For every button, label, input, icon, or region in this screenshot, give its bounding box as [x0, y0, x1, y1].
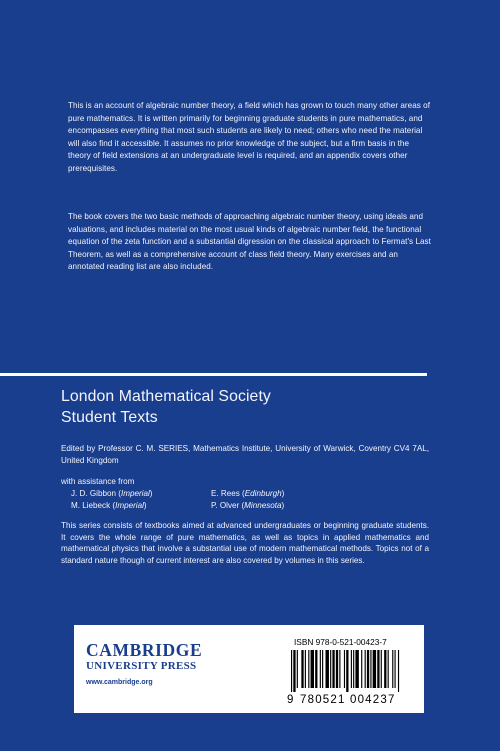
barcode-bar	[308, 650, 309, 688]
barcode-bar	[339, 650, 340, 688]
series-title-line-1: London Mathematical Society	[61, 388, 271, 405]
series-description: This series consists of textbooks aimed at advanced undergraduates or beginning graduate students. It covers the whole range of pure mathematics, as well as topics in applied mathematics and mathematical physics that involve a substantial use of modern mathematical methods. Topics not of a standard nature though of current interest are also covered by volumes in this series.	[61, 521, 429, 565]
barcode-bar	[305, 650, 306, 688]
isbn-label: ISBN 978-0-521-00423-7	[294, 637, 387, 647]
barcode-bar	[351, 650, 352, 688]
barcode-icon	[287, 650, 419, 692]
assistants-list	[61, 488, 361, 511]
publisher-footer	[74, 625, 424, 713]
barcode-bar	[365, 650, 366, 688]
barcode-bar	[398, 650, 399, 692]
barcode-bar	[311, 650, 314, 688]
publisher-url: www.cambridge.org	[86, 679, 153, 686]
barcode-bar	[344, 650, 345, 688]
barcode-digits: 780521 004237	[300, 694, 396, 706]
barcode-bar	[301, 650, 303, 688]
barcode-bar	[353, 650, 354, 688]
divider-rule	[0, 373, 427, 376]
barcode-bar	[392, 650, 393, 688]
barcode-bar	[381, 650, 382, 688]
barcode-bar	[320, 650, 321, 688]
barcode-bar	[297, 650, 298, 688]
barcode-first-digit: 9	[287, 694, 294, 706]
series-title	[61, 386, 271, 428]
series-title-line-2: Student Texts	[61, 409, 158, 426]
barcode-bar	[326, 650, 329, 688]
barcode-bar	[293, 650, 295, 692]
blurb-paragraph-1: This is an account of algebraic number theory, a field which has grown to touch many other areas of pure mathematics. It is written primarily for beginning graduate students in pure mathematics, and encompasses everything that most such students are likely to need; others who need the material will also find it accessible. It assumes no prior knowledge of the subject, but a firm basis in the theory of field extensions at an undergraduate level is required, and an appendix covers other prerequisites.	[68, 101, 431, 173]
blurb-paragraph-2: The book covers the two basic methods of approaching algebraic number theory, using ideals and valuations, and includes material on the most usual kinds of algebraic number field, the functional equation of the zeta function and a substantial digression on the classical approach to Fermat's Last Theorem, as well as a comprehensive account of class field theory. Many exercises and an annotated reading list are also included.	[68, 212, 431, 272]
barcode-bar	[377, 650, 379, 688]
assistant: E. Rees (Edinburgh)	[211, 489, 285, 498]
barcode-bar	[367, 650, 369, 688]
barcode-bar	[330, 650, 331, 688]
barcode-bar	[315, 650, 317, 688]
assistant: J. D. Gibbon (Imperial)	[71, 489, 153, 498]
barcode-bar	[291, 650, 292, 692]
assistant: M. Liebeck (Imperial)	[71, 500, 147, 510]
assistance-lead: with assistance from	[61, 477, 135, 486]
barcode-bar	[361, 650, 362, 688]
barcode-bar	[384, 650, 386, 688]
barcode-bar	[322, 650, 323, 688]
barcode-bar	[336, 650, 338, 688]
publisher-logo-name: CAMBRIDGE	[86, 640, 203, 660]
assistant: P. Olver (Minnesota)	[211, 500, 285, 510]
barcode-bar	[346, 650, 348, 692]
barcode-bar	[355, 650, 358, 688]
publisher-logo-press: UNIVERSITY PRESS	[86, 660, 197, 672]
barcode-bar	[370, 650, 371, 688]
barcode-bar	[332, 650, 334, 688]
series-editor: Edited by Professor C. M. SERIES, Mathematics Institute, University of Warwick, Coventry CV4 7AL, United Kingdom	[61, 444, 429, 465]
barcode-bar	[388, 650, 389, 688]
barcode-bar	[373, 650, 376, 688]
barcode-bar	[395, 650, 396, 688]
